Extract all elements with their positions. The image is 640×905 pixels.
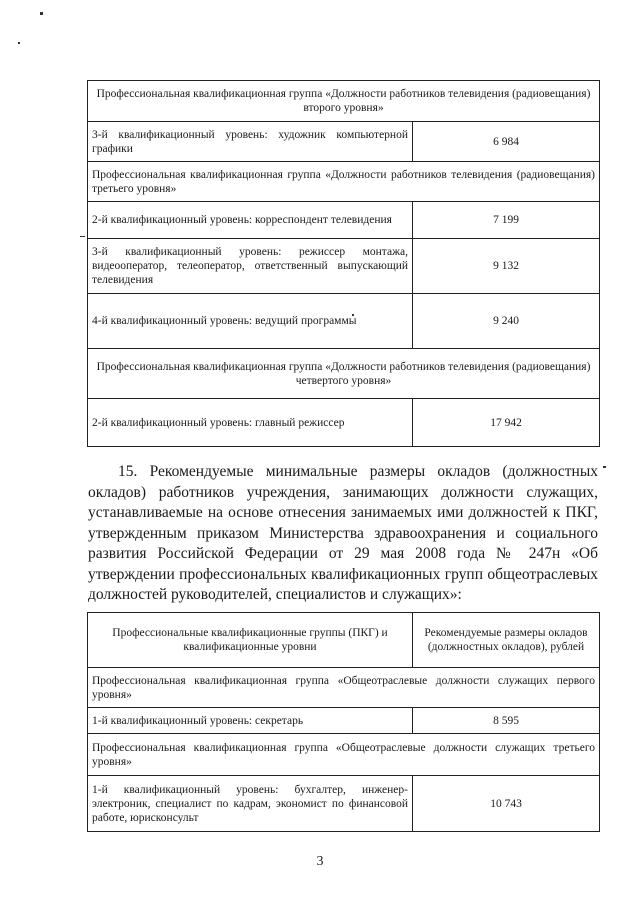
table-row: [88, 81, 600, 122]
column-header-groups: Профессиональные квалификационные группы (ПКГ) и квалификационные уровни: [88, 613, 413, 668]
page-number: 3: [316, 854, 324, 869]
column-header-salary: Рекомендуемые размеры окладов (должностных окладов), рублей: [413, 613, 600, 668]
table-row: [88, 734, 600, 776]
group-header: Профессиональная квалификационная группа «Должности работников телевидения (радиовещания) третьего уровня»: [88, 162, 600, 202]
qualification-level: 4-й квалификационный уровень: ведущий программы: [88, 294, 413, 349]
salary-value: 10 743: [413, 776, 600, 832]
table-row: [88, 349, 600, 399]
paragraph-15: 15. Рекомендуемые минимальные размеры окладов (должностных окладов) работников учреждения, занимающих должности служащих, устанавливаемые на основе отнесения занимаемых ими должностей к ПКГ, утвержденным приказом Министерства здравоохранения и социального развития Российской Федерации от 29 мая 2008 года № 247н «Об утверждении профессиональных квалификационных групп общеотраслевых должностей руководителей, специалистов и служащих»:: [88, 463, 598, 603]
qualification-level: 2-й квалификационный уровень: главный режиссер: [88, 399, 413, 447]
salary-value: 6 984: [413, 122, 600, 162]
table-row: [88, 668, 600, 708]
salary-value: 9 132: [413, 239, 600, 294]
table-row: [88, 776, 600, 832]
group-header: Профессиональная квалификационная группа «Должности работников телевидения (радиовещания) четвертого уровня»: [88, 349, 600, 399]
table-header-row: [88, 613, 600, 668]
qualification-level: 3-й квалификационный уровень: художник компьютерной графики: [88, 122, 413, 162]
qualification-level: 1-й квалификационный уровень: секретарь: [88, 708, 413, 734]
salary-value: 8 595: [413, 708, 600, 734]
table-row: [88, 708, 600, 734]
group-header: Профессиональная квалификационная группа «Общеотраслевые должности служащих третьего уровня»: [88, 734, 600, 776]
qualification-level: 3-й квалификационный уровень: режиссер монтажа, видеооператор, телеоператор, ответственный выпускающий телевидения: [88, 239, 413, 294]
qualification-level: 2-й квалификационный уровень: корреспондент телевидения: [88, 202, 413, 239]
qualification-level: 1-й квалификационный уровень: бухгалтер, инженер-электроник, специалист по кадрам, экономист по финансовой работе, юрисконсульт: [88, 776, 413, 832]
salary-table-general: [87, 612, 600, 832]
group-header: Профессиональная квалификационная группа «Должности работников телевидения (радиовещания) второго уровня»: [88, 81, 600, 122]
table-row: [88, 122, 600, 162]
salary-table-tv: [87, 80, 600, 447]
table-row: [88, 162, 600, 202]
table-row: [88, 239, 600, 294]
table-row: [88, 294, 600, 349]
table-row: [88, 202, 600, 239]
salary-value: 9 240: [413, 294, 600, 349]
group-header: Профессиональная квалификационная группа «Общеотраслевые должности служащих первого уровня»: [88, 668, 600, 708]
salary-value: 7 199: [413, 202, 600, 239]
salary-value: 17 942: [413, 399, 600, 447]
table-row: [88, 399, 600, 447]
